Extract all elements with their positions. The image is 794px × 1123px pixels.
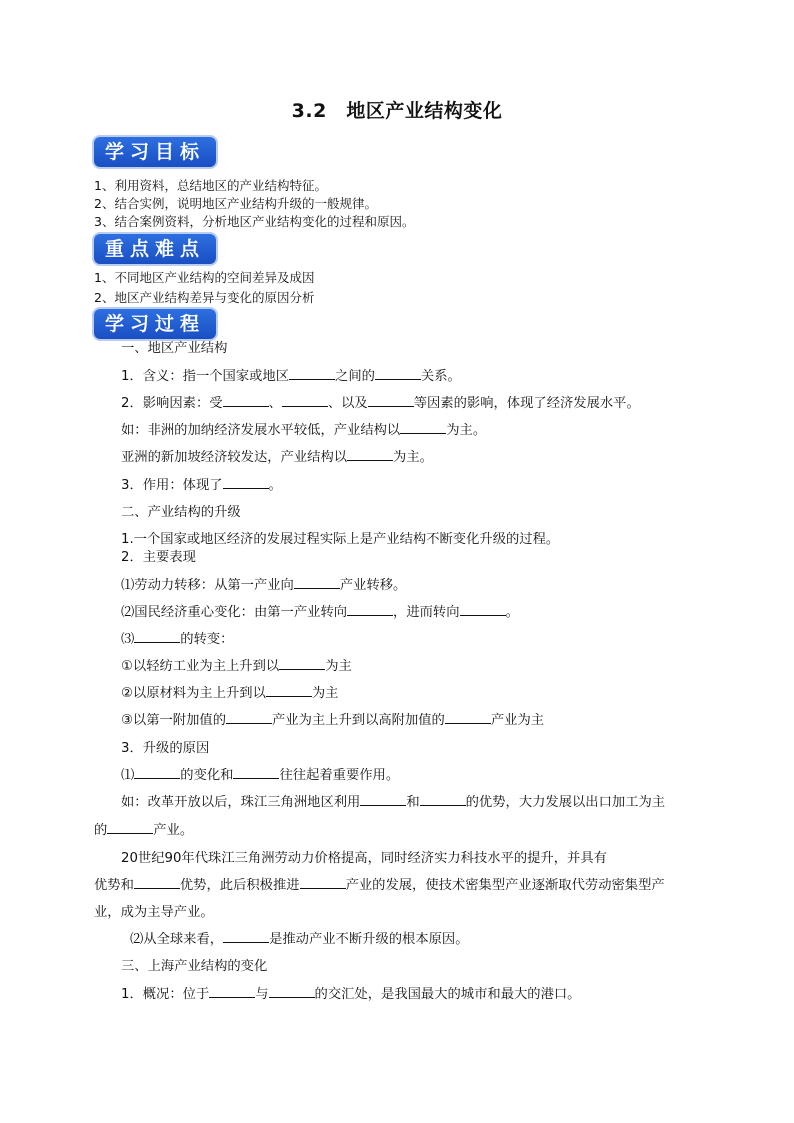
fill-blank[interactable] [375, 367, 421, 380]
fill-blank[interactable] [134, 876, 180, 889]
fill-blank[interactable] [347, 603, 393, 616]
text-line: 的 产业。 [94, 823, 194, 838]
text-line: 亚洲的新加坡经济较发达，产业结构以 为主。 [121, 450, 433, 465]
text-line: 如：改革开放以后，珠江三角洲地区利用 和 的优势，大力发展以出口加工为主 [121, 795, 666, 810]
text-line: 业，成为主导产业。 [94, 905, 214, 920]
banner-objectives: 学习目标 [94, 137, 216, 167]
fill-blank[interactable] [269, 985, 315, 998]
text-line: ⑴ 的变化和 往往起着重要作用。 [121, 768, 400, 783]
text-line: ⑶ 的转变： [121, 632, 234, 647]
fill-blank[interactable] [223, 476, 269, 489]
text-line: 3．升级的原因 [121, 741, 210, 756]
text-line: 如：非洲的加纳经济发展水平较低，产业结构以 为主。 [121, 423, 487, 438]
fill-blank[interactable] [134, 766, 180, 779]
fill-blank[interactable] [134, 630, 180, 643]
section-heading: 二、产业结构的升级 [121, 505, 241, 520]
fill-blank[interactable] [420, 793, 466, 806]
fill-blank[interactable] [223, 930, 269, 943]
text-line: ①以轻纺工业为主上升到以 为主 [121, 659, 352, 674]
fill-blank[interactable] [294, 576, 340, 589]
fill-blank[interactable] [209, 985, 255, 998]
page-title: 3.2 地区产业结构变化 [291, 100, 503, 122]
fill-blank[interactable] [233, 766, 279, 779]
fill-blank[interactable] [289, 367, 335, 380]
objective-item: 1、利用资料，总结地区的产业结构特征。 [94, 178, 327, 193]
section-heading: 三、上海产业结构的变化 [121, 959, 268, 974]
fill-blank[interactable] [107, 821, 153, 834]
fill-blank[interactable] [279, 657, 325, 670]
fill-blank[interactable] [282, 394, 328, 407]
banner-process: 学习过程 [94, 309, 216, 339]
fill-blank[interactable] [360, 793, 406, 806]
fill-blank[interactable] [266, 684, 312, 697]
text-line: 3．作用：体现了 。 [121, 478, 282, 493]
text-line: 1．含义：指一个国家或地区 之间的 关系。 [121, 369, 461, 384]
section-heading: 一、地区产业结构 [121, 341, 228, 356]
text-line: ⑴劳动力转移：从第一产业向 产业转移。 [121, 578, 407, 593]
text-line: ⑵国民经济重心变化：由第一产业转向 ，进而转向 。 [121, 605, 519, 620]
text-line: ③以第一附加值的 产业为主上升到以高附加值的 产业为主 [121, 713, 545, 728]
key-point-item: 1、不同地区产业结构的空间差异及成因 [94, 270, 315, 285]
fill-blank[interactable] [445, 711, 491, 724]
objective-item: 2、结合实例，说明地区产业结构升级的一般规律。 [94, 196, 377, 211]
text-line: 20世纪90年代珠江三角洲劳动力价格提高，同时经济实力科技水平的提升，并具有 [121, 851, 607, 866]
text-line: 优势和 优势，此后积极推进 产业的发展，使技术密集型产业逐渐取代劳动密集型产 [94, 878, 665, 893]
fill-blank[interactable] [300, 876, 346, 889]
text-line: 2．影响因素：受 、 、以及 等因素的影响，体现了经济发展水平。 [121, 396, 640, 411]
text-line: 1．概况：位于 与 的交汇处，是我国最大的城市和最大的港口。 [121, 987, 581, 1002]
fill-blank[interactable] [400, 421, 446, 434]
text-line: 2．主要表现 [121, 550, 196, 565]
text-line: ②以原材料为主上升到以 为主 [121, 686, 339, 701]
text-line: ⑵从全球来看， 是推动产业不断升级的根本原因。 [130, 932, 469, 947]
fill-blank[interactable] [223, 394, 269, 407]
fill-blank[interactable] [368, 394, 414, 407]
objective-item: 3、结合案例资料，分析地区产业结构变化的过程和原因。 [94, 214, 415, 229]
fill-blank[interactable] [226, 711, 272, 724]
banner-key-points: 重点难点 [94, 234, 216, 264]
key-point-item: 2、地区产业结构差异与变化的原因分析 [94, 290, 315, 305]
fill-blank[interactable] [460, 603, 506, 616]
fill-blank[interactable] [347, 448, 393, 461]
text-line: 1.一个国家或地区经济的发展过程实际上是产业结构不断变化升级的过程。 [121, 532, 560, 547]
